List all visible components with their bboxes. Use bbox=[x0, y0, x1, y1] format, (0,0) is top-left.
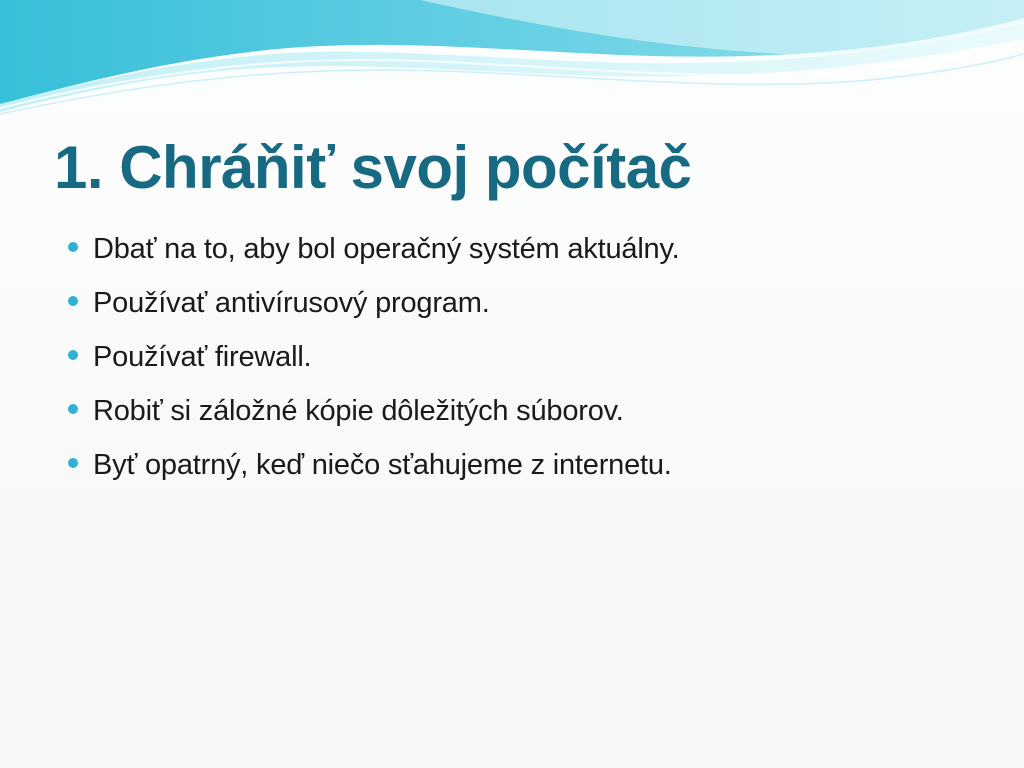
slide-title: 1. Chráňiť svoj počítač bbox=[54, 134, 692, 201]
list-item bbox=[68, 438, 680, 492]
bullet-dot-icon bbox=[68, 458, 78, 468]
bullet-dot-icon bbox=[68, 404, 78, 414]
bullet-text: Byť opatrný, keď niečo sťahujeme z internetu. bbox=[93, 448, 672, 481]
list-item bbox=[68, 384, 680, 438]
bullet-list bbox=[68, 222, 680, 492]
bullet-dot-icon bbox=[68, 242, 78, 252]
bullet-dot-icon bbox=[68, 296, 78, 306]
list-item bbox=[68, 330, 680, 384]
bullet-text: Robiť si záložné kópie dôležitých súborov. bbox=[93, 394, 624, 427]
bullet-dot-icon bbox=[68, 350, 78, 360]
bullet-text: Používať firewall. bbox=[93, 340, 312, 373]
bullet-text: Dbať na to, aby bol operačný systém aktuálny. bbox=[93, 232, 680, 265]
list-item bbox=[68, 276, 680, 330]
decorative-wave-header bbox=[0, 0, 1024, 120]
list-item bbox=[68, 222, 680, 276]
bullet-text: Používať antivírusový program. bbox=[93, 286, 490, 319]
